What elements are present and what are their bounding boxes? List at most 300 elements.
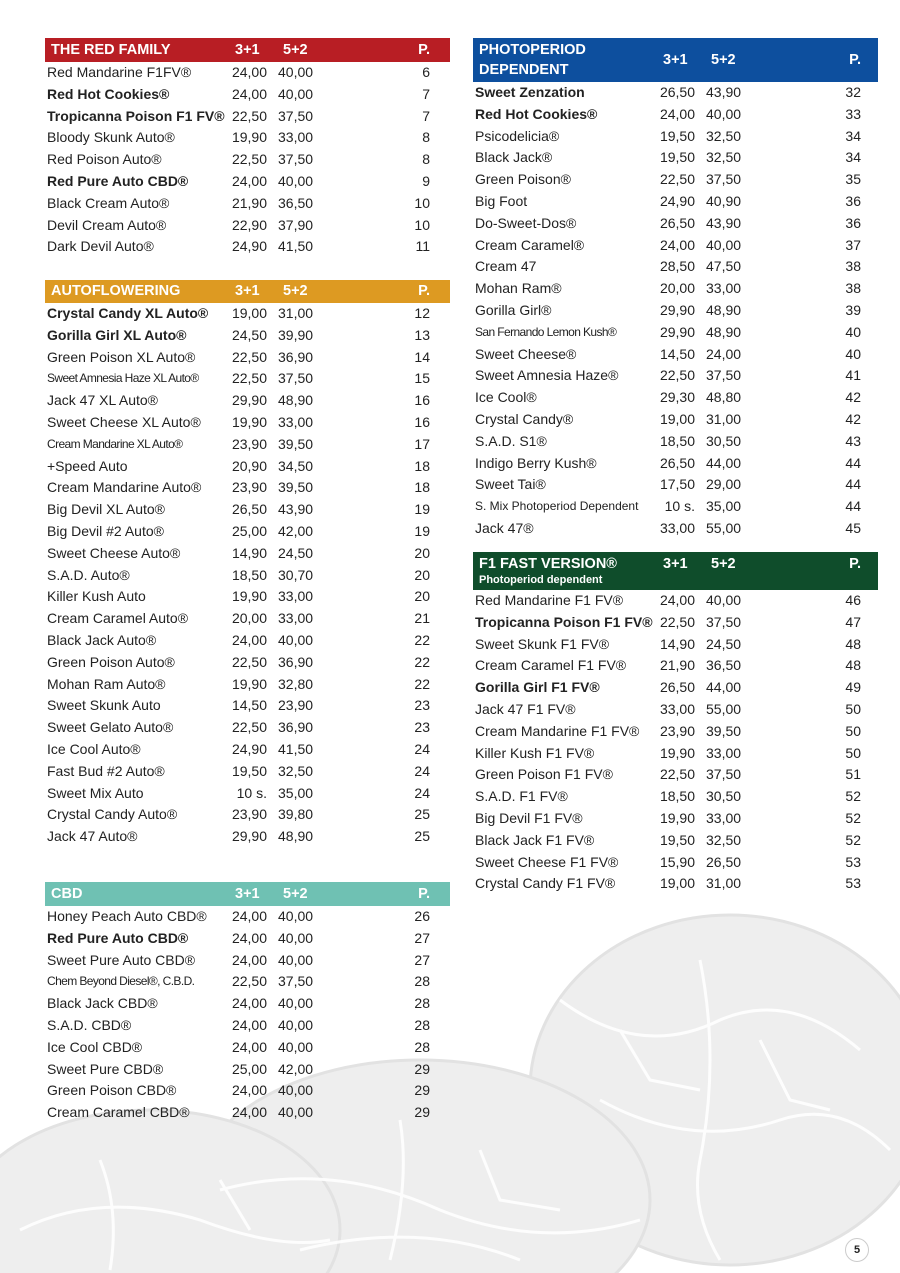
product-name: Red Mandarine F1 FV® [475, 592, 624, 608]
column-header-5plus2: 5+2 [711, 556, 736, 572]
table-row [473, 743, 878, 765]
product-name: Crystal Candy® [475, 410, 574, 427]
product-name: Dark Devil Auto® [47, 238, 154, 255]
section-autoflowering [45, 280, 450, 848]
price-5plus2: 40,00 [278, 1082, 314, 1099]
product-name: Sweet Zenzation [475, 84, 585, 100]
price-3plus1: 24,00 [231, 1038, 267, 1055]
page-reference: 45 [845, 519, 861, 536]
table-row [473, 82, 878, 104]
product-name: Sweet Amnesia Haze® [475, 367, 619, 384]
price-5plus2: 42,00 [278, 1060, 314, 1077]
price-3plus1: 24,00 [231, 631, 267, 648]
price-3plus1: 29,90 [659, 301, 695, 318]
price-3plus1: 24,00 [231, 172, 267, 189]
product-name: Red Pure Auto CBD® [47, 929, 189, 946]
price-5plus2: 48,80 [706, 389, 742, 406]
price-3plus1: 20,00 [231, 610, 267, 627]
page-reference: 18 [414, 457, 430, 474]
page-reference: 52 [845, 788, 861, 805]
price-3plus1: 19,50 [659, 127, 695, 144]
product-name: Sweet Cheese XL Auto® [47, 413, 201, 430]
price-3plus1: 23,90 [231, 435, 267, 452]
product-name: Killer Kush F1 FV® [475, 744, 595, 761]
table-row [45, 761, 450, 783]
price-5plus2: 43,90 [278, 501, 314, 518]
column-header-3plus1: 3+1 [663, 556, 688, 572]
price-5plus2: 40,00 [278, 172, 314, 189]
page-reference: 24 [414, 762, 430, 779]
page-reference: 24 [414, 784, 430, 801]
table-row [473, 431, 878, 453]
product-name: Sweet Cheese Auto® [47, 544, 181, 561]
section-header-cbd [45, 882, 450, 906]
price-5plus2: 47,50 [706, 258, 742, 275]
price-5plus2: 40,00 [278, 995, 314, 1012]
table-row [45, 325, 450, 347]
table-row [473, 873, 878, 895]
product-name: Cream Caramel Auto® [47, 610, 189, 627]
page-reference: 47 [845, 613, 861, 630]
page-reference: 29 [414, 1060, 430, 1077]
column-header-5plus2: 5+2 [711, 52, 736, 68]
column-header-page: P. [418, 42, 430, 58]
price-5plus2: 55,00 [706, 700, 742, 717]
price-3plus1: 24,00 [231, 1104, 267, 1121]
price-5plus2: 37,50 [706, 171, 742, 188]
column-header-3plus1: 3+1 [663, 52, 688, 68]
price-5plus2: 43,90 [706, 214, 742, 231]
product-name: Mohan Ram® [475, 280, 562, 297]
price-5plus2: 40,00 [706, 105, 742, 122]
page-reference: 20 [414, 544, 430, 561]
product-name: Cream Caramel® [475, 236, 585, 253]
price-3plus1: 24,00 [659, 236, 695, 253]
price-5plus2: 40,00 [278, 64, 314, 80]
page-reference: 20 [414, 566, 430, 583]
price-3plus1: 22,50 [231, 973, 267, 990]
page-reference: 35 [845, 171, 861, 188]
page-reference: 38 [845, 280, 861, 297]
product-name: Killer Kush Auto [47, 588, 146, 605]
product-name: Jack 47 F1 FV® [475, 700, 576, 717]
price-5plus2: 36,90 [278, 719, 314, 736]
table-row [45, 456, 450, 478]
product-name: Ice Cool CBD® [47, 1038, 143, 1055]
table-row [45, 62, 450, 84]
product-name: Crystal Candy Auto® [47, 806, 178, 823]
product-name: Green Poison F1 FV® [475, 766, 613, 783]
price-5plus2: 41,50 [278, 740, 314, 757]
page-reference: 14 [414, 348, 430, 365]
price-5plus2: 36,50 [278, 194, 314, 211]
product-name: Green Poison Auto® [47, 653, 175, 670]
table-row [473, 474, 878, 496]
price-5plus2: 24,00 [706, 345, 742, 362]
column-header-3plus1: 3+1 [235, 283, 260, 299]
price-5plus2: 33,00 [278, 588, 314, 605]
page-reference: 29 [414, 1104, 430, 1121]
price-5plus2: 33,00 [706, 809, 742, 826]
price-3plus1: 26,50 [659, 214, 695, 231]
price-5plus2: 44,00 [706, 679, 742, 696]
price-3plus1: 14,50 [659, 345, 695, 362]
table-row [473, 699, 878, 721]
section-red-family [45, 38, 450, 258]
page-reference: 51 [845, 766, 861, 783]
page-reference: 38 [845, 258, 861, 275]
section-f1-fast-version [473, 552, 878, 895]
price-5plus2: 32,50 [278, 762, 314, 779]
price-3plus1: 19,90 [231, 413, 267, 430]
price-5plus2: 37,50 [278, 973, 314, 990]
product-name: Honey Peach Auto CBD® [47, 908, 207, 924]
price-3plus1: 17,50 [659, 476, 695, 493]
price-3plus1: 21,90 [659, 657, 695, 674]
page-reference: 48 [845, 657, 861, 674]
price-3plus1: 18,50 [659, 432, 695, 449]
product-name: Fast Bud #2 Auto® [47, 762, 165, 779]
price-5plus2: 37,90 [278, 216, 314, 233]
price-5plus2: 35,00 [706, 498, 742, 515]
price-3plus1: 19,90 [231, 588, 267, 605]
page-reference: 6 [422, 64, 430, 80]
page-reference: 23 [414, 719, 430, 736]
product-name: Jack 47 Auto® [47, 828, 138, 845]
column-header-page: P. [418, 886, 430, 902]
price-3plus1: 19,00 [659, 410, 695, 427]
price-5plus2: 48,90 [278, 828, 314, 845]
price-5plus2: 31,00 [706, 875, 742, 892]
table-row [473, 496, 878, 518]
product-name: Sweet Gelato Auto® [47, 719, 174, 736]
page-reference: 28 [414, 973, 430, 990]
page-reference: 12 [414, 305, 430, 321]
page-number: 5 [845, 1238, 869, 1262]
price-5plus2: 37,50 [706, 367, 742, 384]
table-row [473, 518, 878, 540]
page-reference: 10 [414, 194, 430, 211]
price-3plus1: 22,50 [659, 613, 695, 630]
table-row [45, 303, 450, 325]
table-row [45, 1080, 450, 1102]
price-5plus2: 33,00 [706, 280, 742, 297]
section-title: F1 FAST VERSION® [479, 556, 617, 572]
page-reference: 33 [845, 105, 861, 122]
table-row [473, 655, 878, 677]
table-row [473, 322, 878, 344]
table-row [45, 928, 450, 950]
price-3plus1: 29,90 [231, 828, 267, 845]
price-3plus1: 18,50 [231, 566, 267, 583]
price-5plus2: 40,00 [278, 1038, 314, 1055]
page-reference: 50 [845, 744, 861, 761]
price-3plus1: 24,90 [659, 192, 695, 209]
table-row [45, 586, 450, 608]
page-reference: 13 [414, 326, 430, 343]
table-row [45, 652, 450, 674]
product-name: Do-Sweet-Dos® [475, 214, 577, 231]
product-name: Green Poison XL Auto® [47, 348, 196, 365]
table-row [473, 104, 878, 126]
price-3plus1: 14,90 [659, 635, 695, 652]
product-list [473, 590, 878, 895]
price-3plus1: 22,50 [231, 107, 267, 124]
page-reference: 40 [845, 345, 861, 362]
page-reference: 29 [414, 1082, 430, 1099]
section-title: CBD [51, 886, 83, 902]
product-name: Sweet Cheese® [475, 345, 577, 362]
table-row [45, 412, 450, 434]
table-row [45, 521, 450, 543]
table-row [45, 477, 450, 499]
price-3plus1: 23,90 [659, 722, 695, 739]
table-row [473, 590, 878, 612]
price-5plus2: 32,50 [706, 127, 742, 144]
price-5plus2: 40,00 [278, 951, 314, 968]
price-3plus1: 22,90 [231, 216, 267, 233]
table-row [473, 365, 878, 387]
price-3plus1: 19,00 [231, 305, 267, 321]
page-reference: 28 [414, 1038, 430, 1055]
page-reference: 25 [414, 828, 430, 845]
table-row [45, 127, 450, 149]
price-3plus1: 24,00 [231, 85, 267, 102]
table-row [45, 1015, 450, 1037]
section-header-photoperiod [473, 38, 878, 82]
table-row [45, 236, 450, 258]
column-header-5plus2: 5+2 [283, 42, 308, 58]
product-name: Jack 47® [475, 519, 534, 536]
table-row [473, 786, 878, 808]
price-5plus2: 40,00 [706, 592, 742, 608]
page-reference: 7 [422, 107, 430, 124]
table-row [45, 630, 450, 652]
product-name: Sweet Pure CBD® [47, 1060, 164, 1077]
price-3plus1: 19,90 [659, 744, 695, 761]
table-row [45, 171, 450, 193]
product-name: Bloody Skunk Auto® [47, 129, 175, 146]
price-5plus2: 31,00 [706, 410, 742, 427]
table-row [45, 971, 450, 993]
page-reference: 49 [845, 679, 861, 696]
price-3plus1: 14,90 [231, 544, 267, 561]
price-3plus1: 26,50 [659, 454, 695, 471]
price-5plus2: 26,50 [706, 853, 742, 870]
price-5plus2: 37,50 [278, 370, 314, 387]
table-row [45, 84, 450, 106]
page-reference: 22 [414, 653, 430, 670]
product-name: Psicodelicia® [475, 127, 560, 144]
price-3plus1: 10 s. [664, 498, 695, 515]
page-reference: 46 [845, 592, 861, 608]
product-name: Red Poison Auto® [47, 151, 162, 168]
price-3plus1: 29,90 [231, 392, 267, 409]
price-3plus1: 20,90 [231, 457, 267, 474]
product-name: Crystal Candy XL Auto® [47, 305, 209, 321]
page-reference: 18 [414, 479, 430, 496]
page-reference: 32 [845, 84, 861, 100]
price-3plus1: 22,50 [231, 348, 267, 365]
price-3plus1: 24,00 [659, 592, 695, 608]
section-photoperiod-dependent [473, 38, 878, 540]
page-reference: 16 [414, 413, 430, 430]
price-3plus1: 19,00 [659, 875, 695, 892]
product-name: Red Hot Cookies® [47, 85, 170, 102]
page-reference: 48 [845, 635, 861, 652]
table-row [473, 256, 878, 278]
product-name: Devil Cream Auto® [47, 216, 167, 233]
table-row [45, 993, 450, 1015]
table-row [45, 717, 450, 739]
price-3plus1: 20,00 [659, 280, 695, 297]
page-reference: 34 [845, 149, 861, 166]
price-3plus1: 14,50 [231, 697, 267, 714]
table-row [473, 634, 878, 656]
page-reference: 26 [414, 908, 430, 924]
product-name: Gorilla Girl F1 FV® [475, 679, 600, 696]
page-reference: 19 [414, 501, 430, 518]
price-5plus2: 29,00 [706, 476, 742, 493]
product-list [45, 906, 450, 1124]
section-header-f1-fast [473, 552, 878, 590]
price-5plus2: 40,00 [278, 908, 314, 924]
product-name: Sweet Amnesia Haze XL Auto® [47, 371, 199, 386]
table-row [45, 368, 450, 390]
column-header-page: P. [849, 52, 861, 68]
page-reference: 50 [845, 700, 861, 717]
price-3plus1: 26,50 [659, 679, 695, 696]
table-row [473, 409, 878, 431]
product-name: San Fernando Lemon Kush® [475, 324, 617, 339]
page-reference: 44 [845, 476, 861, 493]
price-5plus2: 48,90 [706, 323, 742, 340]
page-reference: 28 [414, 1016, 430, 1033]
product-name: Sweet Skunk F1 FV® [475, 635, 610, 652]
page-reference: 40 [845, 323, 861, 340]
table-row [473, 278, 878, 300]
page-reference: 52 [845, 809, 861, 826]
price-5plus2: 33,00 [278, 413, 314, 430]
price-3plus1: 26,50 [231, 501, 267, 518]
table-row [473, 300, 878, 322]
product-name: Green Poison® [475, 171, 571, 188]
product-name: +Speed Auto [47, 457, 128, 474]
price-5plus2: 32,50 [706, 149, 742, 166]
price-3plus1: 28,50 [659, 258, 695, 275]
price-3plus1: 19,50 [231, 762, 267, 779]
price-5plus2: 40,00 [278, 85, 314, 102]
table-row [45, 695, 450, 717]
table-row [45, 1037, 450, 1059]
page-reference: 10 [414, 216, 430, 233]
table-row [473, 612, 878, 634]
price-5plus2: 37,50 [706, 766, 742, 783]
price-3plus1: 21,90 [231, 194, 267, 211]
product-name: Crystal Candy F1 FV® [475, 875, 616, 892]
price-3plus1: 29,30 [659, 389, 695, 406]
page-reference: 11 [415, 238, 430, 255]
table-row [45, 1059, 450, 1081]
price-3plus1: 24,50 [231, 326, 267, 343]
page-reference: 42 [845, 389, 861, 406]
price-5plus2: 34,50 [278, 457, 314, 474]
price-5plus2: 40,00 [278, 1016, 314, 1033]
table-row [473, 721, 878, 743]
column-header-3plus1: 3+1 [235, 886, 260, 902]
price-5plus2: 32,50 [706, 831, 742, 848]
price-5plus2: 30,50 [706, 788, 742, 805]
page-reference: 53 [845, 853, 861, 870]
page-reference: 22 [414, 675, 430, 692]
product-name: Indigo Berry Kush® [475, 454, 597, 471]
price-3plus1: 24,00 [231, 908, 267, 924]
table-row [473, 126, 878, 148]
page-reference: 36 [845, 214, 861, 231]
product-name: Red Pure Auto CBD® [47, 172, 189, 189]
price-5plus2: 41,50 [278, 238, 314, 255]
table-row [473, 169, 878, 191]
price-5plus2: 35,00 [278, 784, 314, 801]
table-row [473, 830, 878, 852]
table-row [473, 213, 878, 235]
price-3plus1: 33,00 [659, 700, 695, 717]
page-reference: 24 [414, 740, 430, 757]
product-name: Cream Mandarine F1 FV® [475, 722, 640, 739]
price-5plus2: 24,50 [706, 635, 742, 652]
column-header-5plus2: 5+2 [283, 886, 308, 902]
price-3plus1: 22,50 [659, 766, 695, 783]
page-reference: 22 [414, 631, 430, 648]
product-name: Tropicanna Poison F1 FV® [475, 613, 653, 630]
table-row [45, 950, 450, 972]
price-3plus1: 22,50 [659, 171, 695, 188]
page-reference: 27 [414, 951, 430, 968]
product-name: Gorilla Girl® [475, 301, 552, 318]
price-5plus2: 39,80 [278, 806, 314, 823]
page-reference: 15 [414, 370, 430, 387]
table-row [45, 674, 450, 696]
page-reference: 21 [414, 610, 430, 627]
product-name: Big Devil #2 Auto® [47, 522, 164, 539]
price-3plus1: 29,90 [659, 323, 695, 340]
price-5plus2: 33,00 [706, 744, 742, 761]
price-5plus2: 42,00 [278, 522, 314, 539]
price-5plus2: 44,00 [706, 454, 742, 471]
section-title: THE RED FAMILY [51, 42, 171, 58]
product-name: Big Devil XL Auto® [47, 501, 165, 518]
section-title-line2: DEPENDENT [479, 62, 569, 78]
page-reference: 7 [422, 85, 430, 102]
product-name: Cream 47 [475, 258, 537, 275]
table-row [473, 677, 878, 699]
price-5plus2: 40,00 [278, 929, 314, 946]
price-5plus2: 39,90 [278, 326, 314, 343]
table-row [45, 826, 450, 848]
price-3plus1: 22,50 [659, 367, 695, 384]
column-header-page: P. [849, 556, 861, 572]
price-5plus2: 36,50 [706, 657, 742, 674]
page-reference: 8 [422, 151, 430, 168]
table-row [45, 434, 450, 456]
price-3plus1: 23,90 [231, 479, 267, 496]
product-name: Tropicanna Poison F1 FV® [47, 107, 225, 124]
price-5plus2: 48,90 [706, 301, 742, 318]
table-row [45, 804, 450, 826]
product-name: Sweet Tai® [475, 476, 546, 493]
price-3plus1: 26,50 [659, 84, 695, 100]
table-row [45, 739, 450, 761]
